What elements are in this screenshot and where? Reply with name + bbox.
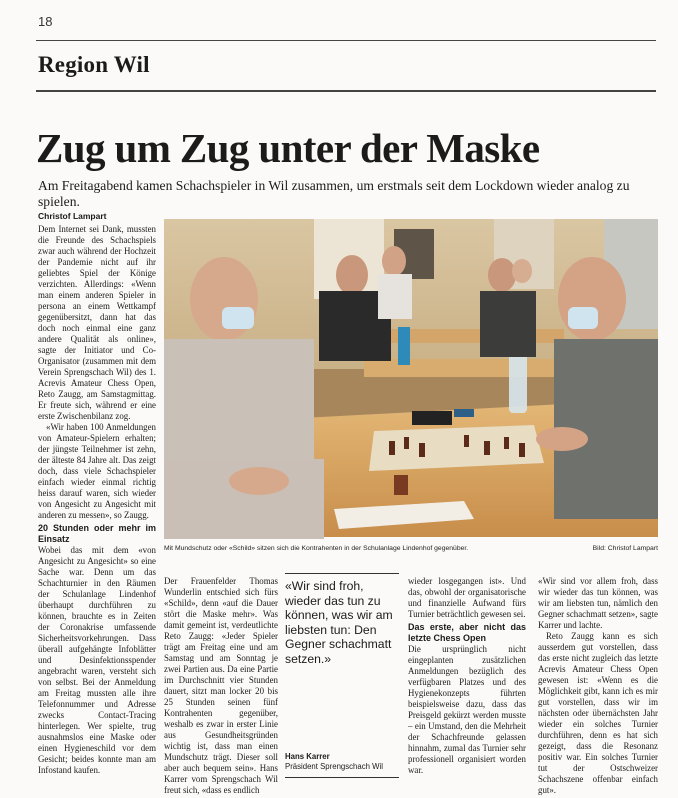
paragraph: Wobei das mit dem «von Angesicht zu Angesicht» so eine Sache war. Denn um das Schachturnier in den Räumen der Schulanlage Lindenhof überhaupt durchführen zu können, brauchte es in Zeiten der Coronakrise umfassende Sicherheitsvorkehrungen. Dass überall aufgehängte Infoblätter und Desinfektionsspender angebracht waren, versteht sich von selbst. Bei der Anmeldung am Freitag mussten alle ihre Telefonnummer und Adresse zwecks Contact-Tracing hinterlegen. Wer spielte, trug ausnahmslos eine Maske oder einen Hygieneschild vor dem Gesicht; beides konnte man am Infostand kaufen. <box>38 545 156 775</box>
quote-role: Präsident Sprengschach Wil <box>285 762 383 771</box>
headline: Zug um Zug unter der Maske <box>36 125 540 171</box>
paragraph: Dem Internet sei Dank, mussten die Freunde des Schachspiels zwar auch während der Hochzeit der Pandemie nicht auf ihr geliebtes Spiel der Könige verzichten. Allerdings: «Wenn man einem anderen Spieler in persona an einem Wettkampf gegenübersitzt, dann hat das doch noch einmal eine ganz andere Qualität als online», sagte der Initiator und Co-Organisator (zusammen mit dem Verein Sprengschach Wil) des 1. Acrevis Amateur Chess Open, Reto Zaugg, am Samstagmittag. Er freute sich, während er eine erste Zwischenbilanz zog. <box>38 224 156 421</box>
paragraph: Die ursprünglich nicht eingeplanten zusätzlichen Anmeldungen bezüglich des verfügbaren Platzes und des Hygienekonzepts führten beispielsweise dazu, dass das Preisgeld gekürzt werden musste – ein Umstand, den die Mehrheit der Schachfreunde gelassen hinnahm, zumal das Turnier sehr professionell organisiert worden war. <box>408 644 526 775</box>
paragraph: «Wir haben 100 Anmeldungen von Amateur-Spielern erhalten; der jüngste Teilnehmer ist zehn, der älteste 84 Jahre alt. Das zeigt doch, dass viele Schachspieler einfach wieder einmal richtig heiss darauf waren, sich wieder von Angesicht zu Angesicht mit anderen zu messen», so Zaugg. <box>38 422 156 520</box>
quote-rule-top <box>285 573 399 574</box>
paragraph: Der Frauenfelder Thomas Wunderlin entschied sich fürs «Schild», denn «auf die Dauer stört die Maske mehr». Was damit gemeint ist, verdeutlichte Reto Zaugg: «Jeder Spieler trägt am Freitag eine und am Samstag und am Sonntag je zwei Partien aus. Da eine Partie im Durchschnitt vier Stunden dauert, sitzt man locker 20 bis 25 Stunden seinen fünf Kontrahenten gegenüber, weshalb es zwar in erster Linie aus Gesundheitsgründen wichtig ist, dass man einen Mundschutz trägt. Dieser soll aber auch bequem sein». Hans Karrer vom Sprengschach Wil freut sich, «dass es endlich <box>164 576 278 795</box>
article-column-2 <box>164 576 278 795</box>
section-title: Region Wil <box>38 52 150 77</box>
page-number: 18 <box>38 14 53 29</box>
paragraph: wieder losgegangen ist». Und das, obwohl der organisatorische und finanzielle Aufwand fürs Turnier beträchtlich gewesen sei. <box>408 576 526 619</box>
article-column-3 <box>408 576 526 776</box>
paragraph: Reto Zaugg kann es sich ausserdem gut vorstellen, dass das erste nicht zugleich das letzte Acrevis Amateur Chess Open gewesen ist: «Wenn es die Möglichkeit gibt, kann ich es mir gut vorstellen, dass wir im nächsten oder übernächsten Jahr wieder ein solches Turnier durchführen, denn es hat sich gezeigt, dass die Resonanz positiv war. Ein solches Turnier tut der Ostschweizer Schachszene offenbar einfach gut». <box>538 631 658 795</box>
byline: Christof Lampart <box>38 211 107 221</box>
top-rule <box>36 40 656 41</box>
subheading: 20 Stunden oder mehr im Einsatz <box>38 523 156 544</box>
lead-text: Am Freitagabend kamen Schachspieler in Wil zusammen, um erstmals seit dem Lockdown wieder analog zu spielen. <box>38 178 630 209</box>
article-column-1 <box>38 224 156 784</box>
quote-name: Hans Karrer <box>285 752 330 761</box>
photo-credit: Bild: Christof Lampart <box>592 545 658 552</box>
article-photo <box>164 219 658 537</box>
quote-rule-bottom <box>285 777 399 778</box>
subheading: Das erste, aber nicht das letzte Chess Open <box>408 622 526 643</box>
article-column-4 <box>538 576 658 795</box>
caption-text: Mit Mundschutz oder «Schild» sitzen sich die Kontrahenten in der Schulanlage Lindenhof gegenüber. <box>164 545 469 552</box>
section-rule <box>36 90 656 92</box>
quote-attribution <box>285 752 399 772</box>
photo-caption <box>164 545 658 552</box>
paragraph: «Wir sind vor allem froh, dass wir wieder das tun können, was wir am liebsten tun, nämlich den Gegner schachmatt setzen», sagte Karrer und lachte. <box>538 576 658 630</box>
pull-quote: «Wir sind froh, wieder das tun zu können, was wir am liebsten tun: Den Gegner schachmatt setzen.» <box>285 579 393 666</box>
